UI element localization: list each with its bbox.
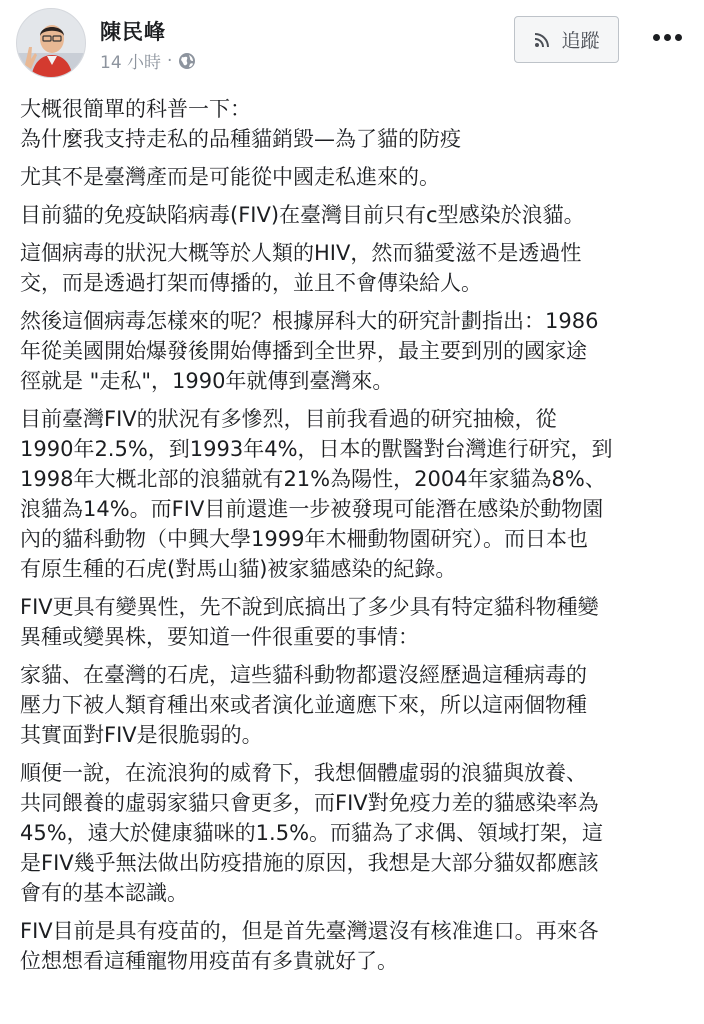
post-paragraph	[20, 592, 690, 652]
meta-separator: ·	[167, 50, 173, 71]
avatar-photo-icon	[17, 9, 86, 78]
text-line: 位想想看這種寵物用疫苗有多貴就好了。	[20, 949, 398, 973]
author-avatar[interactable]	[16, 8, 86, 78]
text-line: 內的貓科動物（中興大學1999年木柵動物園研究）。而日本也	[20, 527, 588, 551]
text-line: 大概很簡單的科普一下：	[20, 97, 251, 121]
text-line: 1998年大概北部的浪貓就有21%為陽性，2004年家貓為8%、	[20, 467, 606, 491]
text-line: 順便一說，在流浪狗的威脅下，我想個體虛弱的浪貓與放養、	[20, 761, 587, 785]
post-meta	[100, 48, 196, 73]
text-line: 交，而是透過打架而傳播的，並且不會傳染給人。	[20, 271, 482, 295]
follow-button[interactable]	[514, 16, 619, 63]
post-body	[20, 94, 690, 984]
post-paragraph	[20, 162, 690, 192]
dot	[675, 34, 682, 41]
post-paragraph	[20, 94, 690, 154]
post-time[interactable]: 14 小時	[100, 53, 162, 73]
post-paragraph	[20, 238, 690, 298]
text-line: 是FIV幾乎無法做出防疫措施的原因，我想是大部分貓奴都應該	[20, 851, 599, 875]
text-line: 家貓、在臺灣的石虎，這些貓科動物都還沒經歷過這種病毒的	[20, 663, 587, 687]
follow-label: 追蹤	[561, 30, 600, 52]
post-paragraph	[20, 660, 690, 750]
text-line: 1990年2.5%，到1993年4%，日本的獸醫對台灣進行研究，到	[20, 437, 613, 461]
text-line: 會有的基本認識。	[20, 881, 188, 905]
post-header	[0, 0, 704, 88]
post-paragraph	[20, 306, 690, 396]
text-line: 徑就是 "走私"，1990年就傳到臺灣來。	[20, 369, 394, 393]
post-paragraph	[20, 916, 690, 976]
dot	[653, 34, 660, 41]
text-line: 共同餵養的虛弱家貓只會更多，而FIV對免疫力差的貓感染率為	[20, 791, 599, 815]
dot	[664, 34, 671, 41]
text-line: 有原生種的石虎(對馬山貓)被家貓感染的紀錄。	[20, 557, 457, 581]
post-paragraph	[20, 758, 690, 908]
text-line: 然後這個病毒怎樣來的呢？根據屏科大的研究計劃指出：1986	[20, 309, 599, 333]
ellipsis-icon[interactable]	[648, 20, 686, 54]
text-line: 尤其不是臺灣產而是可能從中國走私進來的。	[20, 165, 440, 189]
text-line: 為什麼我支持走私的品種貓銷毀—為了貓的防疫	[20, 127, 461, 151]
author-name[interactable]: 陳民峰	[100, 20, 166, 44]
globe-icon	[178, 52, 196, 70]
text-line: 壓力下被人類育種出來或者演化並適應下來，所以這兩個物種	[20, 693, 587, 717]
rss-icon	[533, 31, 551, 49]
text-line: 浪貓為14%。而FIV目前還進一步被發現可能潛在感染於動物園	[20, 497, 604, 521]
text-line: FIV更具有變異性，先不說到底搞出了多少具有特定貓科物種變	[20, 595, 599, 619]
post-paragraph	[20, 200, 690, 230]
text-line: 目前臺灣FIV的狀況有多慘烈，目前我看過的研究抽檢，從	[20, 407, 557, 431]
text-line: 這個病毒的狀況大概等於人類的HIV，然而貓愛滋不是透過性	[20, 241, 582, 265]
text-line: 目前貓的免疫缺陷病毒(FIV)在臺灣目前只有c型感染於浪貓。	[20, 203, 585, 227]
text-line: 年從美國開始爆發後開始傳播到全世界，最主要到別的國家途	[20, 339, 587, 363]
text-line: 45%，遠大於健康貓咪的1.5%。而貓為了求偶、領域打架，這	[20, 821, 604, 845]
text-line: FIV目前是具有疫苗的，但是首先臺灣還沒有核准進口。再來各	[20, 919, 599, 943]
post-paragraph	[20, 404, 690, 584]
text-line: 其實面對FIV是很脆弱的。	[20, 723, 263, 747]
text-line: 異種或變異株，要知道一件很重要的事情：	[20, 625, 419, 649]
